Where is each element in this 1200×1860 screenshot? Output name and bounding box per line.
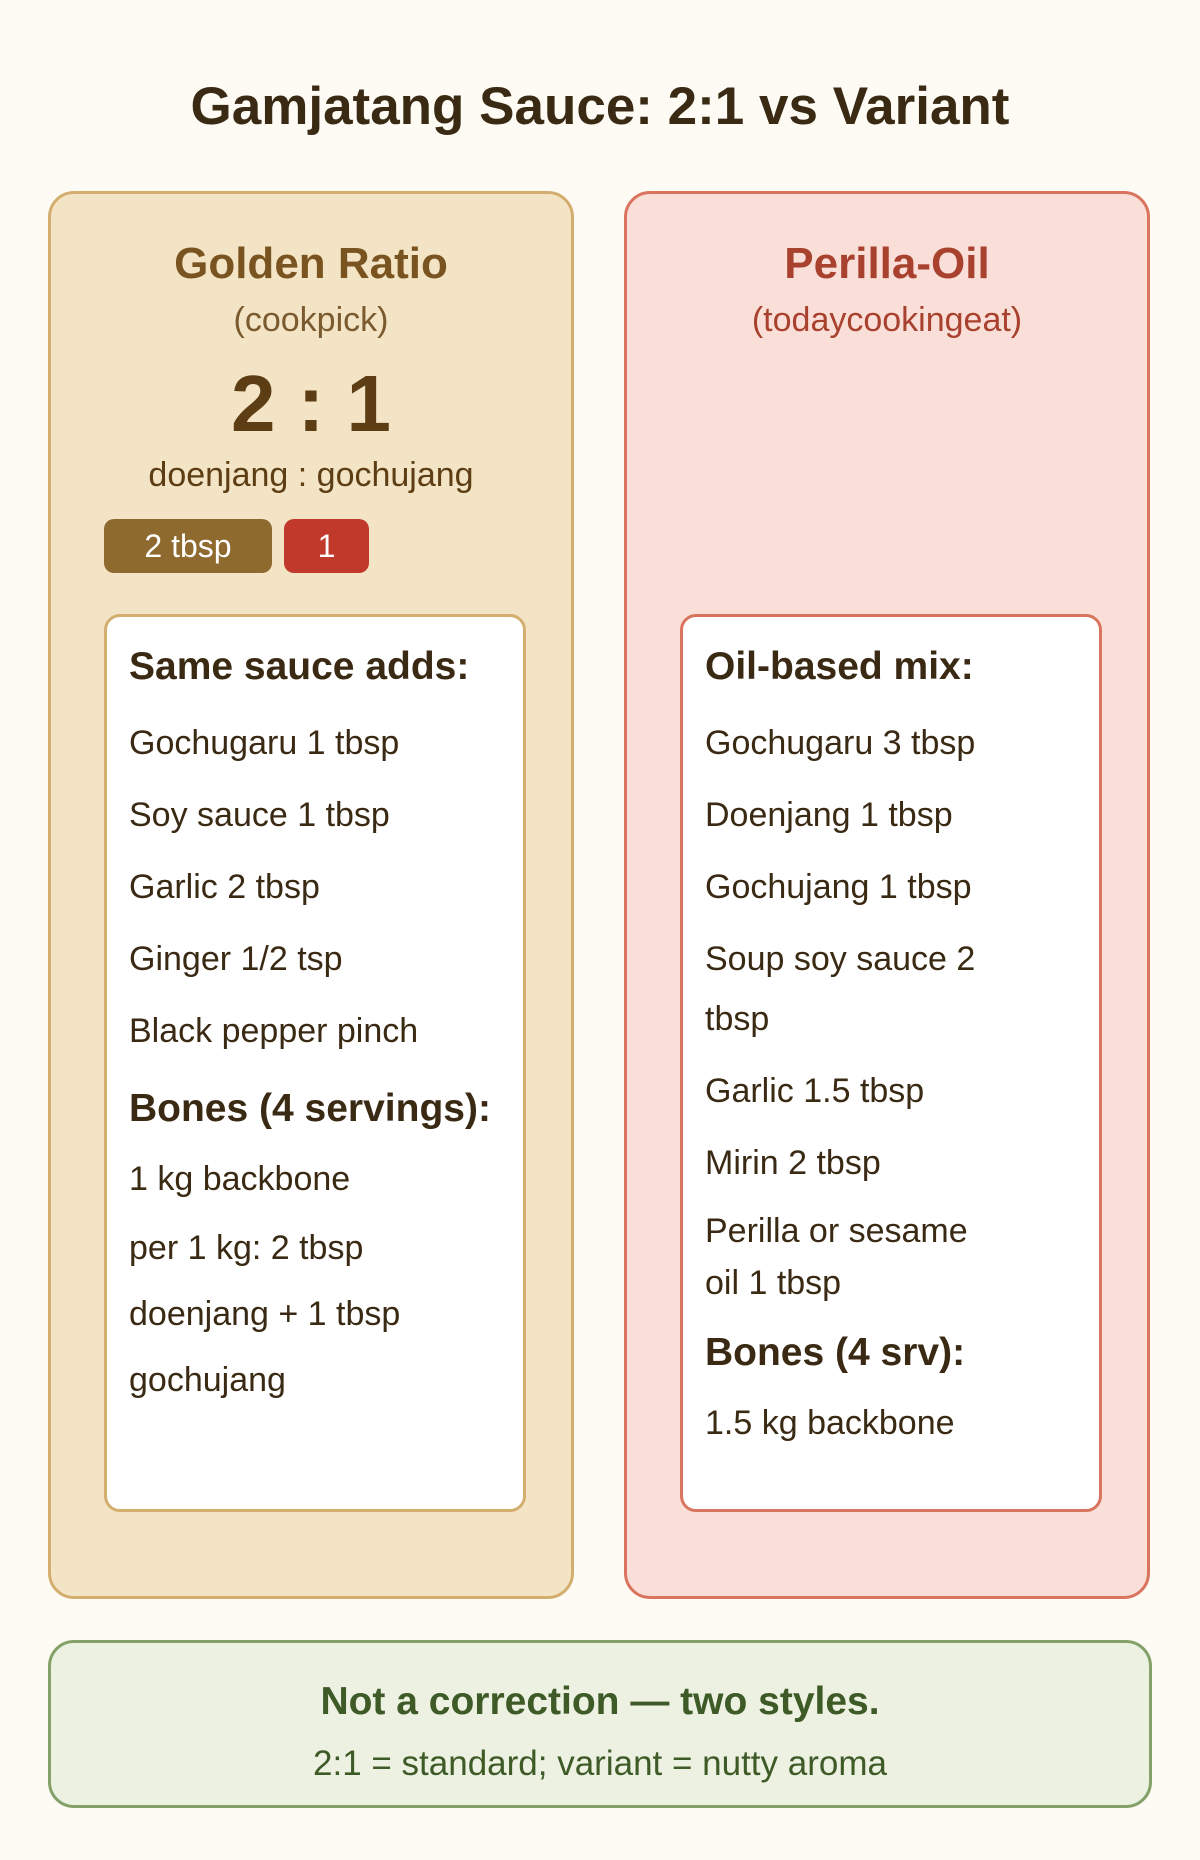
ingredient-item: Gochugaru 1 tbsp [129,724,400,762]
ingredient-item: Perilla or sesame oil 1 tbsp [705,1212,968,1302]
bones-item: 1.5 kg backbone [705,1404,955,1442]
oil-mix-heading: Oil-based mix: [705,645,974,688]
ingredient-item: Black pepper pinch [129,1012,419,1050]
ingredient-item: Garlic 1.5 tbsp [705,1072,925,1110]
ingredient-item: Soup soy sauce 2 tbsp [705,940,976,1038]
perilla-oil-source: (todaycookingeat) [751,301,1023,339]
ingredient-item: Mirin 2 tbsp [705,1144,881,1182]
bones-item: per 1 kg: 2 tbsp doenjang + 1 tbsp gochujang [129,1229,401,1399]
ingredient-item: Garlic 2 tbsp [129,868,320,906]
ingredient-item: Doenjang 1 tbsp [705,796,953,834]
gochujang-amount-chip: 1 [284,519,369,573]
bones-heading: Bones (4 srv): [705,1331,966,1374]
sauce-adds-heading: Same sauce adds: [129,645,470,688]
golden-ratio-panel [48,191,574,1599]
ingredient-item: Gochujang 1 tbsp [705,868,972,906]
note-text: 2:1 = standard; variant = nutty aroma [313,1744,887,1783]
ratio-caption: doenjang : gochujang [148,456,474,494]
page-title: Gamjatang Sauce: 2:1 vs Variant [190,77,1010,136]
summary-note [48,1640,1152,1808]
golden-ratio-ingredients-card [104,614,526,1512]
note-title: Not a correction — two styles. [320,1680,880,1723]
ingredient-item: Gochugaru 3 tbsp [705,724,976,762]
golden-ratio-source: (cookpick) [233,301,389,339]
bones-item: 1 kg backbone [129,1160,351,1198]
bones-heading: Bones (4 servings): [129,1087,491,1130]
perilla-oil-title: Perilla-Oil [784,239,990,288]
ingredient-item: Soy sauce 1 tbsp [129,796,390,834]
ingredient-item: Ginger 1/2 tsp [129,940,343,978]
perilla-oil-panel [624,191,1150,1599]
ratio-value: 2 : 1 [230,359,392,448]
perilla-oil-ingredients-card [680,614,1102,1512]
doenjang-amount-chip: 2 tbsp [104,519,272,573]
golden-ratio-title: Golden Ratio [174,239,448,288]
